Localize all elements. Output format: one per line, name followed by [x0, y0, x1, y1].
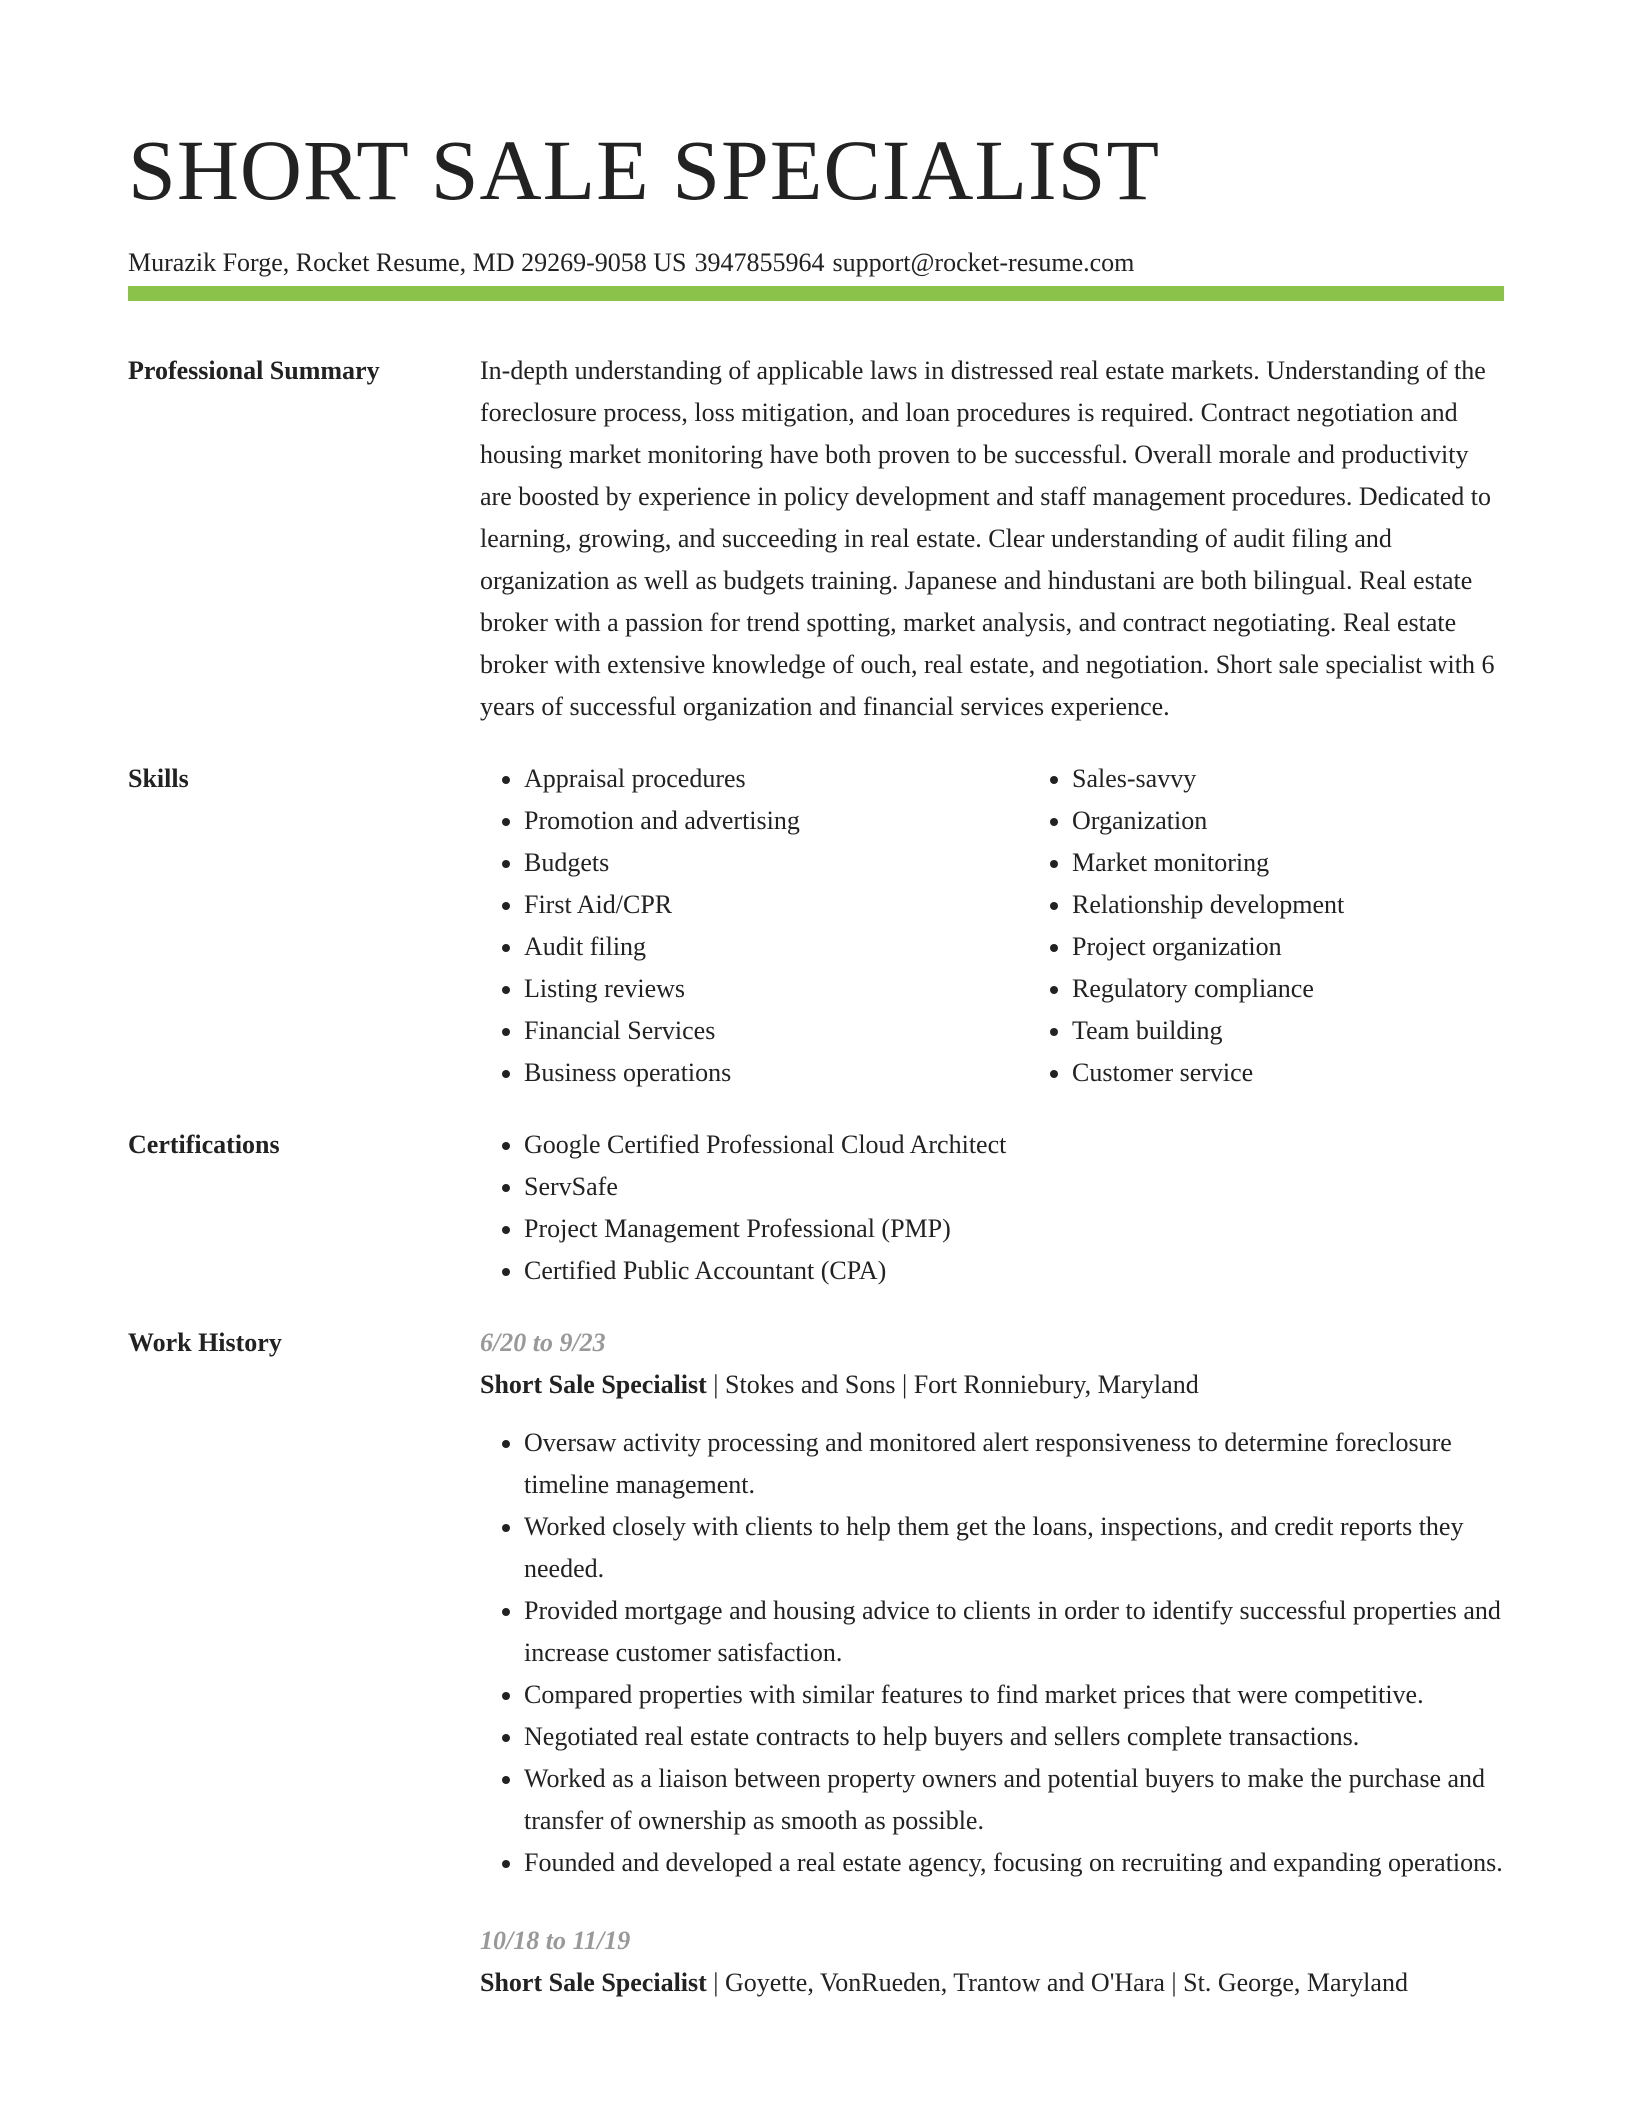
- summary-body: [480, 350, 1504, 728]
- job-bullet: • Compared properties with similar features to find market prices that were competitive.: [524, 1674, 1504, 1716]
- skill-item: • Budgets: [524, 842, 1028, 884]
- skills-label: Skills: [128, 764, 189, 793]
- skill-item: • Team building: [1072, 1010, 1576, 1052]
- skill-item: • Audit filing: [524, 926, 1028, 968]
- skill-item: • Listing reviews: [524, 968, 1028, 1010]
- contact-phone: 3947855964: [694, 248, 825, 277]
- job-bullet: • Worked as a liaison between property owners and potential buyers to make the purchase and transfer of ownership as smooth as possible.: [524, 1758, 1504, 1842]
- job-location: St. George, Maryland: [1183, 1968, 1408, 1997]
- job-company: Goyette, VonRueden, Trantow and O'Hara: [725, 1968, 1165, 1997]
- work-history-section: [128, 1322, 1504, 2040]
- job-separator: |: [713, 1968, 726, 1997]
- skills-right-list: [1028, 758, 1576, 1094]
- certification-item: • Certified Public Accountant (CPA): [524, 1250, 1504, 1292]
- job-bullet: • Founded and developed a real estate agency, focusing on recruiting and expanding operations.: [524, 1842, 1504, 1884]
- skill-item: • Organization: [1072, 800, 1576, 842]
- header-divider: [128, 286, 1504, 301]
- job-dates: 6/20 to 9/23: [480, 1328, 606, 1357]
- certification-item: • Project Management Professional (PMP): [524, 1208, 1504, 1250]
- job-bullet: • Provided mortgage and housing advice to clients in order to identify successful properties and increase customer satisfaction.: [524, 1590, 1504, 1674]
- certifications-section: [128, 1124, 1504, 1292]
- job-title-line: [480, 1962, 1504, 2004]
- skill-item: • Market monitoring: [1072, 842, 1576, 884]
- summary-section: [128, 350, 1504, 728]
- certifications-list: [480, 1124, 1504, 1292]
- resume-content: [128, 350, 1504, 2070]
- job-bullets: [480, 1422, 1504, 1884]
- contact-address: Murazik Forge, Rocket Resume, MD 29269-9058 US: [128, 248, 687, 277]
- skills-section: [128, 758, 1504, 1094]
- certification-item: • ServSafe: [524, 1166, 1504, 1208]
- job-separator: |: [1171, 1968, 1184, 1997]
- skill-item: • Project organization: [1072, 926, 1576, 968]
- job-company: Stokes and Sons: [725, 1370, 896, 1399]
- job-title: Short Sale Specialist: [480, 1968, 707, 1997]
- job-separator: |: [901, 1370, 914, 1399]
- work-history-label: Work History: [128, 1328, 282, 1357]
- skill-item: • Business operations: [524, 1052, 1028, 1094]
- skill-item: • Relationship development: [1072, 884, 1576, 926]
- resume-header: [128, 118, 1504, 280]
- job-bullet: • Worked closely with clients to help them get the loans, inspections, and credit reports they needed.: [524, 1506, 1504, 1590]
- certifications-body: [480, 1124, 1504, 1292]
- summary-text: In-depth understanding of applicable laws in distressed real estate markets. Understanding of the foreclosure process, loss mitigation, and loan procedures is required. Contract negotiation and housing market monitoring have both proven to be successful. Overall morale and productivity are boosted by experience in policy development and staff management procedures. Dedicated to learning, growing, and succeeding in real estate. Clear understanding of audit filing and organization as well as budgets training. Japanese and hindustani are both bilingual. Real estate broker with a passion for trend spotting, market analysis, and contract negotiating. Real estate broker with extensive knowledge of ouch, real estate, and negotiation. Short sale specialist with 6 years of successful organization and financial services experience.: [480, 356, 1495, 721]
- skill-item: • Promotion and advertising: [524, 800, 1028, 842]
- skill-item: • Financial Services: [524, 1010, 1028, 1052]
- job-entry: [480, 1920, 1504, 2004]
- job-dates: 10/18 to 11/19: [480, 1926, 631, 1955]
- skill-item: • Sales-savvy: [1072, 758, 1576, 800]
- certifications-label: Certifications: [128, 1130, 280, 1159]
- job-entry: [480, 1322, 1504, 1884]
- job-title: Short Sale Specialist: [480, 1370, 707, 1399]
- contact-email[interactable]: support@rocket-resume.com: [832, 248, 1135, 277]
- skills-body: [480, 758, 1576, 1094]
- resume-title: SHORT SALE SPECIALIST: [128, 122, 1161, 218]
- skill-item: • Customer service: [1072, 1052, 1576, 1094]
- skill-item: • Appraisal procedures: [524, 758, 1028, 800]
- work-history-body: [480, 1322, 1504, 2040]
- contact-line: [128, 246, 1504, 280]
- job-title-line: [480, 1364, 1504, 1406]
- job-bullet: • Oversaw activity processing and monitored alert responsiveness to determine foreclosure timeline management.: [524, 1422, 1504, 1506]
- job-bullet: • Negotiated real estate contracts to help buyers and sellers complete transactions.: [524, 1716, 1504, 1758]
- job-location: Fort Ronniebury, Maryland: [913, 1370, 1199, 1399]
- skills-left-list: [480, 758, 1028, 1094]
- summary-label: Professional Summary: [128, 356, 380, 385]
- skill-item: • Regulatory compliance: [1072, 968, 1576, 1010]
- job-separator: |: [713, 1370, 726, 1399]
- certification-item: • Google Certified Professional Cloud Architect: [524, 1124, 1504, 1166]
- skill-item: • First Aid/CPR: [524, 884, 1028, 926]
